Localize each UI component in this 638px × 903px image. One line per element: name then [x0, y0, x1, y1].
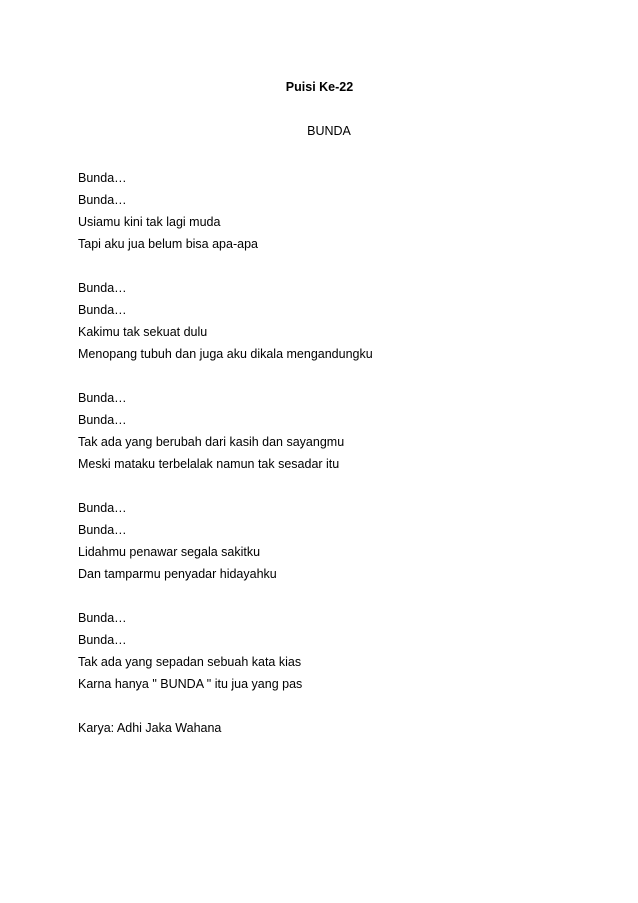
poem-line: Tak ada yang berubah dari kasih dan sayangmu [78, 435, 345, 449]
poem-line: Bunda… [78, 391, 127, 405]
poem-line: Dan tamparmu penyadar hidayahku [78, 567, 277, 581]
poem-line: Bunda… [78, 633, 127, 647]
poem-line: Bunda… [78, 611, 127, 625]
poem-line: Bunda… [78, 501, 127, 515]
poem-line: Usiamu kini tak lagi muda [78, 215, 221, 229]
poem-line: Tak ada yang sepadan sebuah kata kias [78, 655, 302, 669]
author-credit: Karya: Adhi Jaka Wahana [78, 721, 222, 735]
poem-line: Lidahmu penawar segala sakitku [78, 545, 261, 559]
poem-line: Bunda… [78, 413, 127, 427]
poem-number-title: Puisi Ke-22 [285, 80, 354, 94]
stanza-1 [78, 167, 578, 255]
poem-line: Bunda… [78, 281, 127, 295]
stanza-2 [78, 277, 578, 365]
poem-line: Menopang tubuh dan juga aku dikala mengandungku [78, 347, 373, 361]
stanza-4 [78, 497, 578, 585]
poem-line: Kakimu tak sekuat dulu [78, 325, 208, 339]
stanza-5 [78, 607, 578, 695]
poem-title: BUNDA [307, 124, 351, 138]
poem-body [78, 167, 578, 739]
poem-line: Meski mataku terbelalak namun tak sesadar itu [78, 457, 340, 471]
poem-line: Karna hanya " BUNDA " itu jua yang pas [78, 677, 303, 691]
poem-line: Tapi aku jua belum bisa apa-apa [78, 237, 258, 251]
poem-line: Bunda… [78, 523, 127, 537]
poem-line: Bunda… [78, 193, 127, 207]
poem-line: Bunda… [78, 303, 127, 317]
stanza-3 [78, 387, 578, 475]
poem-line: Bunda… [78, 171, 127, 185]
